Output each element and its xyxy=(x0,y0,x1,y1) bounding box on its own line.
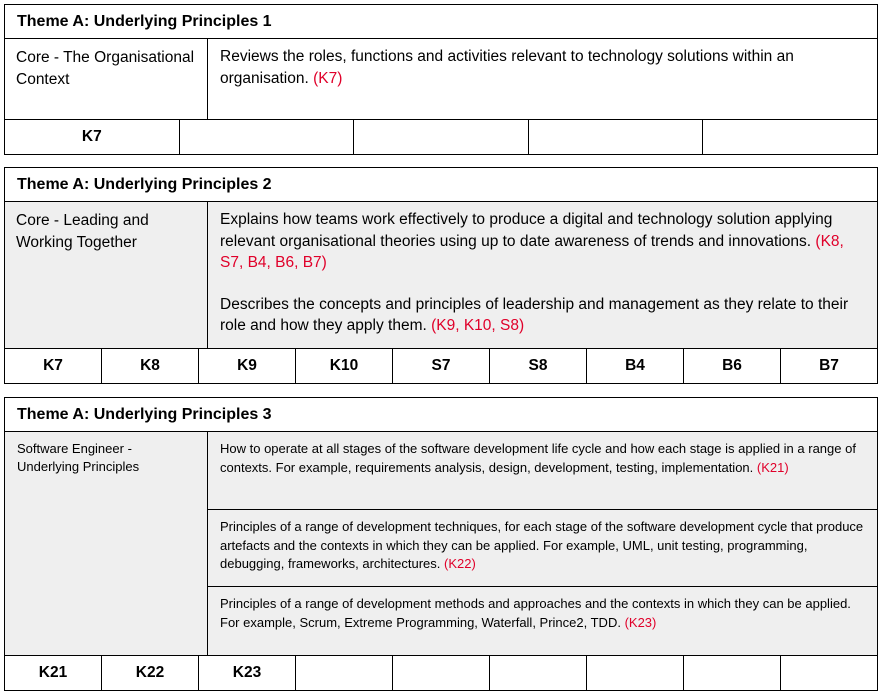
code-cell xyxy=(781,656,877,690)
description xyxy=(208,39,877,96)
description-text: Principles of a range of development methods and approaches and the contexts in which they can be applied. For example, Scrum, Extreme Programming, Waterfall, Prince2, TDD. xyxy=(220,596,851,630)
description-text: Explains how teams work effectively to produce a digital and technology solution applying relevant organisational theories using up to date awareness of trends and innovations. xyxy=(220,211,833,250)
reference-code: (K8, S7, B4, B6, B7) xyxy=(220,232,844,271)
theme-table-3 xyxy=(4,397,878,691)
table-title: Theme A: Underlying Principles 2 xyxy=(5,168,877,202)
core-label: Core - The Organisational Context xyxy=(5,39,208,119)
code-cell xyxy=(180,120,355,154)
description xyxy=(208,510,877,582)
description xyxy=(208,587,877,640)
code-row xyxy=(5,656,877,690)
code-cell xyxy=(354,120,529,154)
description-text: How to operate at all stages of the software development life cycle and how each stage is applied in a range of contexts. For example, requirements analysis, design, development, testing, implementation. xyxy=(220,441,856,475)
code-cell xyxy=(529,120,704,154)
code-cell xyxy=(684,656,781,690)
principle-item xyxy=(208,510,877,587)
code-cell: S7 xyxy=(393,349,490,383)
code-cell: K10 xyxy=(296,349,393,383)
code-row xyxy=(5,349,877,383)
core-label: Core - Leading and Working Together xyxy=(5,202,208,348)
code-cell: K9 xyxy=(199,349,296,383)
reference-code: (K9, K10, S8) xyxy=(431,317,525,334)
code-cell: K21 xyxy=(5,656,102,690)
content-row xyxy=(5,39,877,120)
code-cell: K8 xyxy=(102,349,199,383)
code-cell: K23 xyxy=(199,656,296,690)
code-cell: K7 xyxy=(5,349,102,383)
code-cell: K7 xyxy=(5,120,180,154)
description-text: Reviews the roles, functions and activities relevant to technology solutions within an organisation. xyxy=(220,48,794,87)
code-cell xyxy=(393,656,490,690)
code-cell: B6 xyxy=(684,349,781,383)
code-cell: B4 xyxy=(587,349,684,383)
content-row xyxy=(5,432,877,656)
description-text: Principles of a range of development techniques, for each stage of the software development cycle that produce artefacts and the contexts in which they can be applied. For example, UML, unit testing, programming, debugging, frameworks, architectures. xyxy=(220,519,864,571)
reference-code: (K21) xyxy=(756,459,789,475)
code-cell xyxy=(587,656,684,690)
table-title: Theme A: Underlying Principles 3 xyxy=(5,398,877,432)
code-cell xyxy=(490,656,587,690)
code-cell xyxy=(703,120,877,154)
principle-item xyxy=(208,587,877,655)
principle-item xyxy=(208,432,877,510)
code-row xyxy=(5,120,877,154)
description xyxy=(208,202,877,281)
reference-code: (K7) xyxy=(313,69,343,87)
reference-code: (K23) xyxy=(624,614,657,630)
code-cell: K22 xyxy=(102,656,199,690)
core-label: Software Engineer - Underlying Principles xyxy=(5,432,208,655)
theme-table-2 xyxy=(4,167,878,384)
code-cell xyxy=(296,656,393,690)
description xyxy=(208,281,877,344)
theme-table-1 xyxy=(4,4,878,155)
code-cell: B7 xyxy=(819,357,839,374)
code-cell: S8 xyxy=(490,349,587,383)
table-title: Theme A: Underlying Principles 1 xyxy=(5,5,877,39)
content-row xyxy=(5,202,877,349)
description-text: Describes the concepts and principles of leadership and management as they relate to their role and how they apply them. xyxy=(220,295,849,334)
description xyxy=(208,432,877,485)
reference-code: (K22) xyxy=(444,556,476,571)
